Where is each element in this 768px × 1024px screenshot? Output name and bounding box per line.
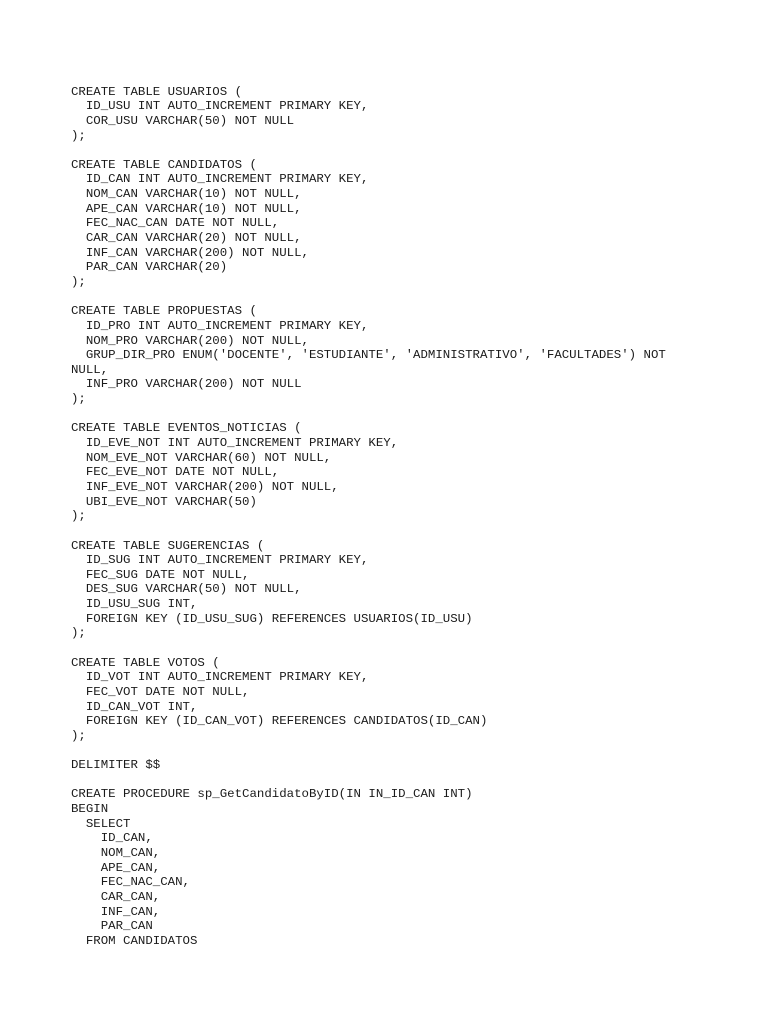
blank-line bbox=[71, 143, 751, 158]
code-line: GRUP_DIR_PRO ENUM('DOCENTE', 'ESTUDIANTE', 'ADMINISTRATIVO', 'FACULTADES') NOT bbox=[71, 348, 666, 363]
blank-line bbox=[71, 641, 751, 656]
code-line: CREATE PROCEDURE sp_GetCandidatoByID(IN IN_ID_CAN INT) bbox=[71, 787, 473, 802]
code-line: UBI_EVE_NOT VARCHAR(50) bbox=[71, 494, 257, 509]
code-line: NOM_CAN VARCHAR(10) NOT NULL, bbox=[71, 187, 302, 202]
code-line: ID_PRO INT AUTO_INCREMENT PRIMARY KEY, bbox=[71, 318, 369, 333]
code-line: ID_USU_SUG INT, bbox=[71, 597, 198, 612]
code-line: CREATE TABLE CANDIDATOS ( bbox=[71, 157, 257, 172]
code-line: ); bbox=[71, 626, 86, 641]
code-line: ); bbox=[71, 392, 86, 407]
code-line: DES_SUG VARCHAR(50) NOT NULL, bbox=[71, 582, 302, 597]
code-line: FEC_SUG DATE NOT NULL, bbox=[71, 567, 250, 582]
code-line: NOM_PRO VARCHAR(200) NOT NULL, bbox=[71, 333, 309, 348]
blank-line bbox=[71, 70, 751, 85]
code-line: INF_CAN, bbox=[71, 904, 161, 919]
code-line: NOM_EVE_NOT VARCHAR(60) NOT NULL, bbox=[71, 450, 332, 465]
code-line: FOREIGN KEY (ID_USU_SUG) REFERENCES USUARIOS(ID_USU) bbox=[71, 611, 473, 626]
code-line: DELIMITER $$ bbox=[71, 758, 161, 773]
code-line: CREATE TABLE USUARIOS ( bbox=[71, 84, 243, 99]
code-line: FEC_NAC_CAN, bbox=[71, 875, 190, 890]
code-line: FEC_NAC_CAN DATE NOT NULL, bbox=[71, 216, 280, 231]
code-line: ); bbox=[71, 128, 86, 143]
code-line: BEGIN bbox=[71, 802, 109, 817]
code-line: APE_CAN, bbox=[71, 860, 161, 875]
code-line: PAR_CAN bbox=[71, 919, 153, 934]
code-line: NOM_CAN, bbox=[71, 845, 161, 860]
blank-line bbox=[71, 290, 751, 305]
code-line: ID_CAN_VOT INT, bbox=[71, 699, 198, 714]
code-line: ID_CAN, bbox=[71, 831, 153, 846]
blank-line bbox=[71, 773, 751, 788]
code-line: FOREIGN KEY (ID_CAN_VOT) REFERENCES CANDIDATOS(ID_CAN) bbox=[71, 714, 488, 729]
blank-line bbox=[71, 743, 751, 758]
code-line: ID_EVE_NOT INT AUTO_INCREMENT PRIMARY KEY, bbox=[71, 436, 399, 451]
code-line: ID_SUG INT AUTO_INCREMENT PRIMARY KEY, bbox=[71, 553, 369, 568]
code-line: ); bbox=[71, 274, 86, 289]
sql-code-block bbox=[71, 70, 751, 948]
code-line: INF_CAN VARCHAR(200) NOT NULL, bbox=[71, 245, 309, 260]
code-line: SELECT bbox=[71, 816, 131, 831]
code-line: INF_EVE_NOT VARCHAR(200) NOT NULL, bbox=[71, 479, 339, 494]
code-line: CREATE TABLE SUGERENCIAS ( bbox=[71, 538, 265, 553]
code-line: ); bbox=[71, 509, 86, 524]
code-line: INF_PRO VARCHAR(200) NOT NULL bbox=[71, 377, 302, 392]
code-line: CAR_CAN, bbox=[71, 889, 161, 904]
code-line: COR_USU VARCHAR(50) NOT NULL bbox=[71, 113, 295, 128]
code-line: CREATE TABLE VOTOS ( bbox=[71, 655, 220, 670]
blank-line bbox=[71, 524, 751, 539]
code-line: APE_CAN VARCHAR(10) NOT NULL, bbox=[71, 201, 302, 216]
code-line: NULL, bbox=[71, 362, 109, 377]
code-line: ID_USU INT AUTO_INCREMENT PRIMARY KEY, bbox=[71, 99, 369, 114]
code-line: PAR_CAN VARCHAR(20) bbox=[71, 260, 228, 275]
code-line: FROM CANDIDATOS bbox=[71, 933, 198, 948]
code-line: CAR_CAN VARCHAR(20) NOT NULL, bbox=[71, 231, 302, 246]
code-line: ID_CAN INT AUTO_INCREMENT PRIMARY KEY, bbox=[71, 172, 369, 187]
blank-line bbox=[71, 407, 751, 422]
code-line: FEC_VOT DATE NOT NULL, bbox=[71, 684, 250, 699]
code-line: CREATE TABLE EVENTOS_NOTICIAS ( bbox=[71, 421, 302, 436]
code-line: CREATE TABLE PROPUESTAS ( bbox=[71, 304, 257, 319]
code-line: FEC_EVE_NOT DATE NOT NULL, bbox=[71, 465, 280, 480]
code-line: ); bbox=[71, 728, 86, 743]
code-line: ID_VOT INT AUTO_INCREMENT PRIMARY KEY, bbox=[71, 670, 369, 685]
